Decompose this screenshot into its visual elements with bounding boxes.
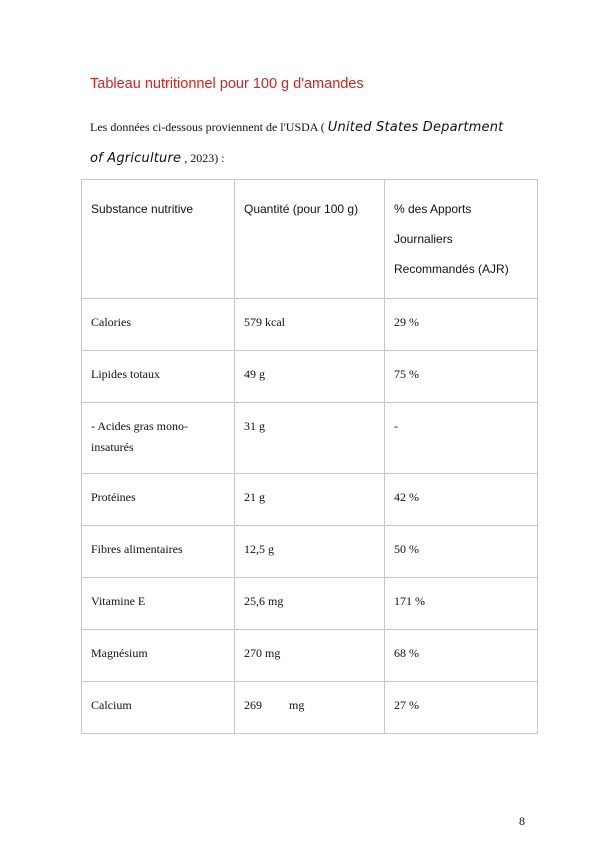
page-title: Tableau nutritionnel pour 100 g d'amandes [90,76,364,92]
cell-ajr: 50 % [385,526,538,578]
cell-nutrient: Lipides totaux [82,351,235,403]
table-row [82,526,538,578]
table-row [82,351,538,403]
table-row [82,630,538,682]
cell-ajr: - [385,403,538,474]
cell-ajr: 42 % [385,474,538,526]
cell-nutrient: Protéines [82,474,235,526]
cell-quantity: 25,6 mg [235,578,385,630]
cell-quantity: 21 g [235,474,385,526]
cell-nutrient: Vitamine E [82,578,235,630]
cell-quantity: 270 mg [235,630,385,682]
cell-ajr: 27 % [385,682,538,734]
cell-quantity: 31 g [235,403,385,474]
intro-paragraph [90,112,520,174]
cell-ajr: 171 % [385,578,538,630]
header-ajr: % des Apports Journaliers Recommandés (AJR) [385,180,538,299]
source-name: United States Department of Agriculture [90,120,504,166]
cell-quantity: 12,5 g [235,526,385,578]
cell-nutrient: Calcium [82,682,235,734]
cell-ajr: 75 % [385,351,538,403]
cell-quantity: 49 g [235,351,385,403]
table-row [82,578,538,630]
cell-ajr: 29 % [385,299,538,351]
intro-text-before: Les données ci-dessous proviennent de l'USDA ( [90,120,328,134]
table-row [82,474,538,526]
table-row [82,682,538,734]
intro-text-after: , 2023) : [181,151,225,165]
cell-ajr: 68 % [385,630,538,682]
table-row [82,299,538,351]
header-quantity: Quantité (pour 100 g) [235,180,385,299]
table-row [82,403,538,474]
quantity-unit: mg [289,698,305,712]
page-number: 8 [519,814,525,828]
cell-nutrient: - Acides gras mono-insaturés [82,403,235,474]
table-header-row [82,180,538,299]
cell-nutrient: Fibres alimentaires [82,526,235,578]
cell-quantity [235,682,385,734]
nutrition-table [81,179,538,734]
header-nutrient: Substance nutritive [82,180,235,299]
cell-quantity: 579 kcal [235,299,385,351]
cell-nutrient: Calories [82,299,235,351]
cell-nutrient: Magnésium [82,630,235,682]
quantity-value: 269 [244,698,262,712]
